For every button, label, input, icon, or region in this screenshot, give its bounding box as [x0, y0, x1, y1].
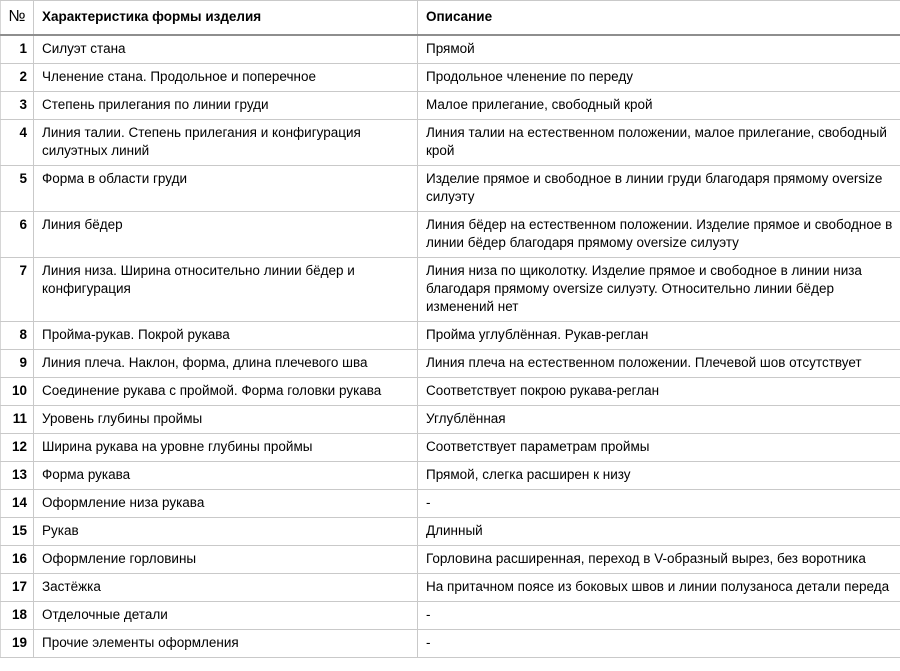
characteristic-cell: Рукав	[34, 518, 418, 546]
characteristic-cell: Отделочные детали	[34, 602, 418, 630]
description-cell: На притачном поясе из боковых швов и линии полузаноса детали переда	[418, 574, 900, 602]
table-row	[1, 434, 900, 462]
table-row	[1, 212, 900, 258]
description-cell: Прямой	[418, 35, 900, 64]
table-row	[1, 630, 900, 658]
characteristic-cell: Оформление низа рукава	[34, 490, 418, 518]
table-row	[1, 120, 900, 166]
description-cell: Малое прилегание, свободный крой	[418, 92, 900, 120]
description-cell: Продольное членение по переду	[418, 64, 900, 92]
row-number-cell: 12	[1, 434, 34, 462]
description-cell: Изделие прямое и свободное в линии груди благодаря прямому oversize силуэту	[418, 166, 900, 212]
description-cell: Длинный	[418, 518, 900, 546]
row-number-cell: 7	[1, 258, 34, 322]
table-row	[1, 574, 900, 602]
table-row	[1, 166, 900, 212]
characteristic-cell: Соединение рукава с проймой. Форма головки рукава	[34, 378, 418, 406]
description-cell: Линия плеча на естественном положении. Плечевой шов отсутствует	[418, 350, 900, 378]
description-cell: Горловина расширенная, переход в V-образный вырез, без воротника	[418, 546, 900, 574]
characteristic-cell: Линия бёдер	[34, 212, 418, 258]
row-number-cell: 16	[1, 546, 34, 574]
row-number-cell: 8	[1, 322, 34, 350]
row-number-cell: 3	[1, 92, 34, 120]
table-row	[1, 406, 900, 434]
table-row	[1, 518, 900, 546]
description-cell: Прямой, слегка расширен к низу	[418, 462, 900, 490]
description-cell: Соответствует покрою рукава-реглан	[418, 378, 900, 406]
description-cell: Линия бёдер на естественном положении. Изделие прямое и свободное в линии бёдер благодаря прямому oversize силуэту	[418, 212, 900, 258]
description-cell: -	[418, 630, 900, 658]
table-row	[1, 92, 900, 120]
row-number-cell: 4	[1, 120, 34, 166]
characteristic-cell: Линия талии. Степень прилегания и конфигурация силуэтных линий	[34, 120, 418, 166]
row-number-cell: 15	[1, 518, 34, 546]
row-number-cell: 13	[1, 462, 34, 490]
row-number-cell: 11	[1, 406, 34, 434]
row-number-cell: 1	[1, 35, 34, 64]
table-row	[1, 350, 900, 378]
row-number-cell: 2	[1, 64, 34, 92]
table-header	[1, 1, 900, 36]
table-row	[1, 462, 900, 490]
table-row	[1, 322, 900, 350]
table-body	[1, 35, 900, 658]
characteristic-cell: Линия плеча. Наклон, форма, длина плечевого шва	[34, 350, 418, 378]
description-cell: Соответствует параметрам проймы	[418, 434, 900, 462]
table-row	[1, 602, 900, 630]
header-row	[1, 1, 900, 36]
characteristic-cell: Форма в области груди	[34, 166, 418, 212]
description-cell: Углублённая	[418, 406, 900, 434]
characteristic-cell: Прочие элементы оформления	[34, 630, 418, 658]
characteristic-cell: Оформление горловины	[34, 546, 418, 574]
row-number-cell: 6	[1, 212, 34, 258]
table-row	[1, 490, 900, 518]
table-row	[1, 378, 900, 406]
description-cell: -	[418, 602, 900, 630]
table-row	[1, 35, 900, 64]
row-number-header: №	[1, 1, 34, 36]
description-cell: Линия талии на естественном положении, малое прилегание, свободный крой	[418, 120, 900, 166]
characteristic-cell: Силуэт стана	[34, 35, 418, 64]
table-row	[1, 64, 900, 92]
table-row	[1, 546, 900, 574]
characteristic-cell: Уровень глубины проймы	[34, 406, 418, 434]
description-cell: -	[418, 490, 900, 518]
row-number-cell: 14	[1, 490, 34, 518]
row-number-cell: 5	[1, 166, 34, 212]
characteristic-header: Характеристика формы изделия	[34, 1, 418, 36]
row-number-cell: 10	[1, 378, 34, 406]
characteristic-cell: Линия низа. Ширина относительно линии бёдер и конфигурация	[34, 258, 418, 322]
characteristic-cell: Форма рукава	[34, 462, 418, 490]
characteristic-cell: Застёжка	[34, 574, 418, 602]
description-header: Описание	[418, 1, 900, 36]
row-number-cell: 17	[1, 574, 34, 602]
characteristic-cell: Ширина рукава на уровне глубины проймы	[34, 434, 418, 462]
row-number-cell: 18	[1, 602, 34, 630]
row-number-cell: 9	[1, 350, 34, 378]
table-row	[1, 258, 900, 322]
characteristic-cell: Членение стана. Продольное и поперечное	[34, 64, 418, 92]
description-cell: Линия низа по щиколотку. Изделие прямое и свободное в линии низа благодаря прямому oversize силуэту. Относительно линии бёдер изменений нет	[418, 258, 900, 322]
description-cell: Пройма углублённая. Рукав-реглан	[418, 322, 900, 350]
row-number-cell: 19	[1, 630, 34, 658]
characteristic-cell: Пройма-рукав. Покрой рукава	[34, 322, 418, 350]
characteristic-cell: Степень прилегания по линии груди	[34, 92, 418, 120]
